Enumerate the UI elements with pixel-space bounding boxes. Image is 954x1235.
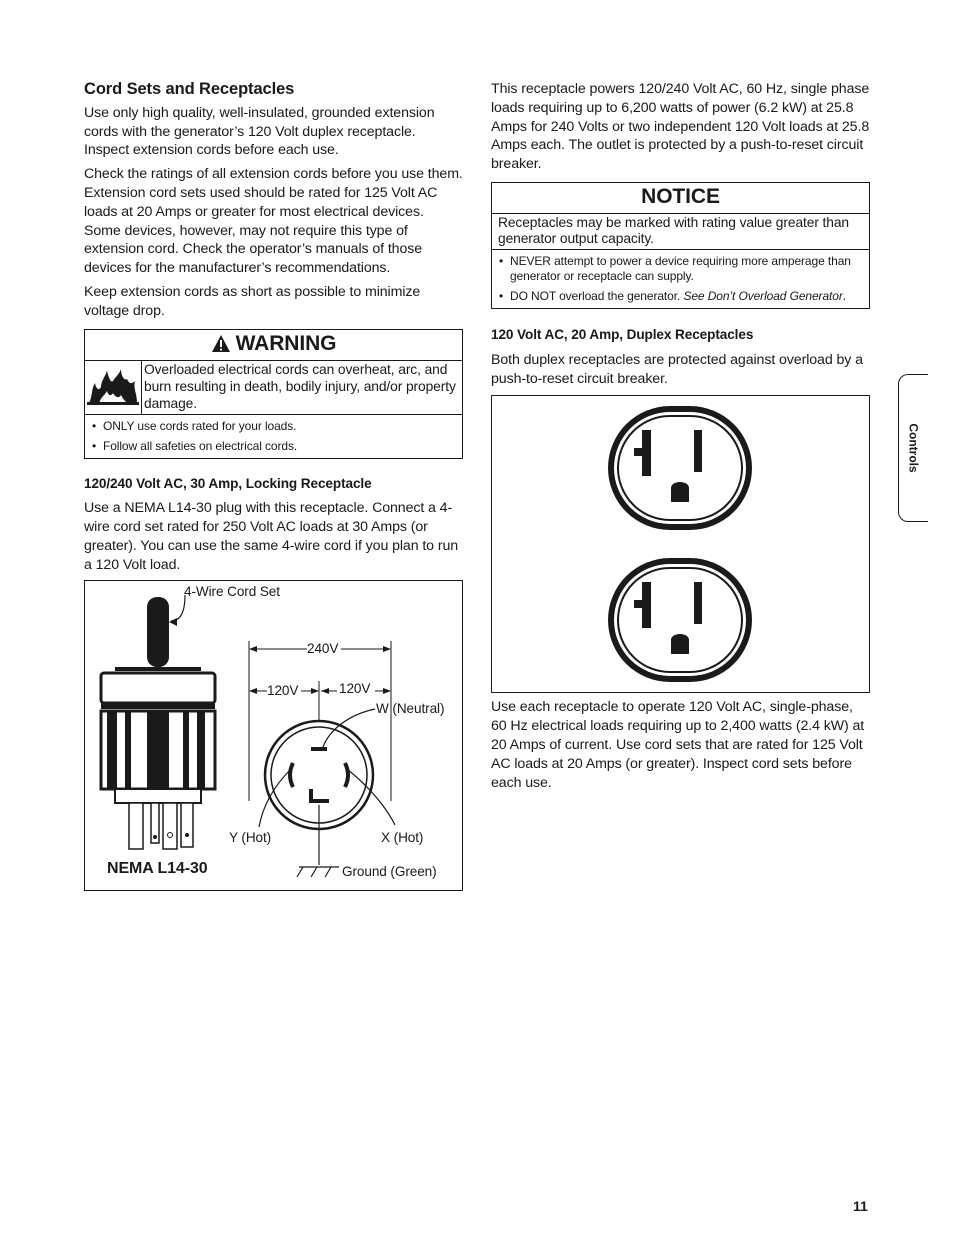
subheading-duplex-receptacles: 120 Volt AC, 20 Amp, Duplex Receptacles	[491, 326, 754, 342]
section-heading-cord-sets: Cord Sets and Receptacles	[84, 80, 295, 98]
paragraph: Use each receptacle to operate 120 Volt AC, single-phase, 60 Hz electrical loads requiring up to 2,400 watts (2.4 kW) at 20 Amps of current. Use cord sets that are rated for 125 Volt AC loads at 20 Amps (or greater). Inspect cord sets before each use.	[491, 699, 865, 791]
warning-box	[84, 329, 463, 459]
notice-text: Receptacles may be marked with rating value greater than generator output capacity.	[492, 214, 869, 250]
y-hot-label: Y (Hot)	[229, 829, 272, 845]
paragraph: This receptacle powers 120/240 Volt AC, 60 Hz, single phase loads requiring up to 6,200 watts of power (6.2 kW) at 25.8 Amps for 240 Volts or two independent 120 Volt loads at 25.8 Amps each. The outlet is protected by a push-to-reset circuit breaker.	[491, 81, 870, 173]
paragraph: Keep extension cords as short as possible to minimize voltage drop.	[84, 283, 421, 319]
warning-bullets	[85, 415, 462, 458]
cross-reference: See Don’t Overload Generator	[683, 288, 843, 303]
neutral-label: W (Neutral)	[376, 700, 445, 716]
warning-header	[85, 330, 462, 361]
paragraph: Use a NEMA L14-30 plug with this receptacle. Connect a 4-wire cord set rated for 250 Volt AC loads at 30 Amps (or greater). You can use the same 4-wire cord if you plan to run a 120 Volt load.	[84, 500, 459, 573]
subheading-locking-receptacle: 120/240 Volt AC, 30 Amp, Locking Receptacle	[84, 475, 372, 491]
right-column	[491, 80, 871, 797]
warning-title: WARNING	[235, 331, 337, 355]
x-hot-label: X (Hot)	[381, 829, 424, 845]
voltage-120-left-label: 120V	[267, 682, 299, 698]
cord-set-label: 4-Wire Cord Set	[184, 583, 280, 599]
duplex-receptacle-diagram	[491, 395, 870, 693]
ground-label: Ground (Green)	[342, 863, 437, 879]
duplex-receptacle-drawing	[492, 396, 868, 691]
warning-text: Overloaded electrical cords can overheat, arc, and burn resulting in death, bodily injury, and/or property damage.	[144, 361, 456, 411]
notice-bullets	[492, 250, 869, 308]
list-item: • ONLY use cords rated for your loads.	[89, 419, 458, 434]
notice-box	[491, 182, 870, 309]
upper-outlet	[608, 406, 752, 530]
bullet-suffix: .	[842, 288, 846, 303]
warning-message-row	[85, 361, 462, 415]
lower-outlet	[608, 558, 752, 682]
bullet-text: DO NOT overload the generator.	[510, 288, 684, 303]
l14-30-diagram	[84, 580, 463, 891]
list-item: • Follow all safeties on electrical cords.	[89, 439, 458, 454]
list-item	[496, 289, 865, 304]
fire-icon	[85, 361, 142, 414]
left-column	[84, 80, 464, 891]
paragraph: Use only high quality, well-insulated, grounded extension cords with the generator’s 120 Volt duplex receptacle. Inspect extension cords before each use.	[84, 104, 435, 159]
nema-model-label: NEMA L14-30	[107, 859, 208, 877]
side-tab-label: Controls	[906, 423, 921, 473]
paragraph: Check the ratings of all extension cords before you use them. Extension cord sets used should be rated for 125 Volt AC loads at 20 Amps or greater for most electrical devices. Some devices, however, may not require this type of extension cord. Check the operator’s manuals of those devices for the manufacturer’s recommendations.	[84, 166, 463, 277]
notice-title: NOTICE	[492, 183, 869, 214]
list-item: • NEVER attempt to power a device requiring more amperage than generator or receptacle can supply.	[496, 254, 865, 284]
section-side-tab	[898, 374, 928, 522]
voltage-120-right-label: 120V	[339, 680, 371, 696]
page-number: 11	[853, 1198, 868, 1214]
voltage-240-label: 240V	[307, 640, 339, 656]
warning-triangle-icon	[211, 334, 231, 353]
paragraph: Both duplex receptacles are protected against overload by a push-to-reset circuit breaker.	[491, 351, 863, 387]
